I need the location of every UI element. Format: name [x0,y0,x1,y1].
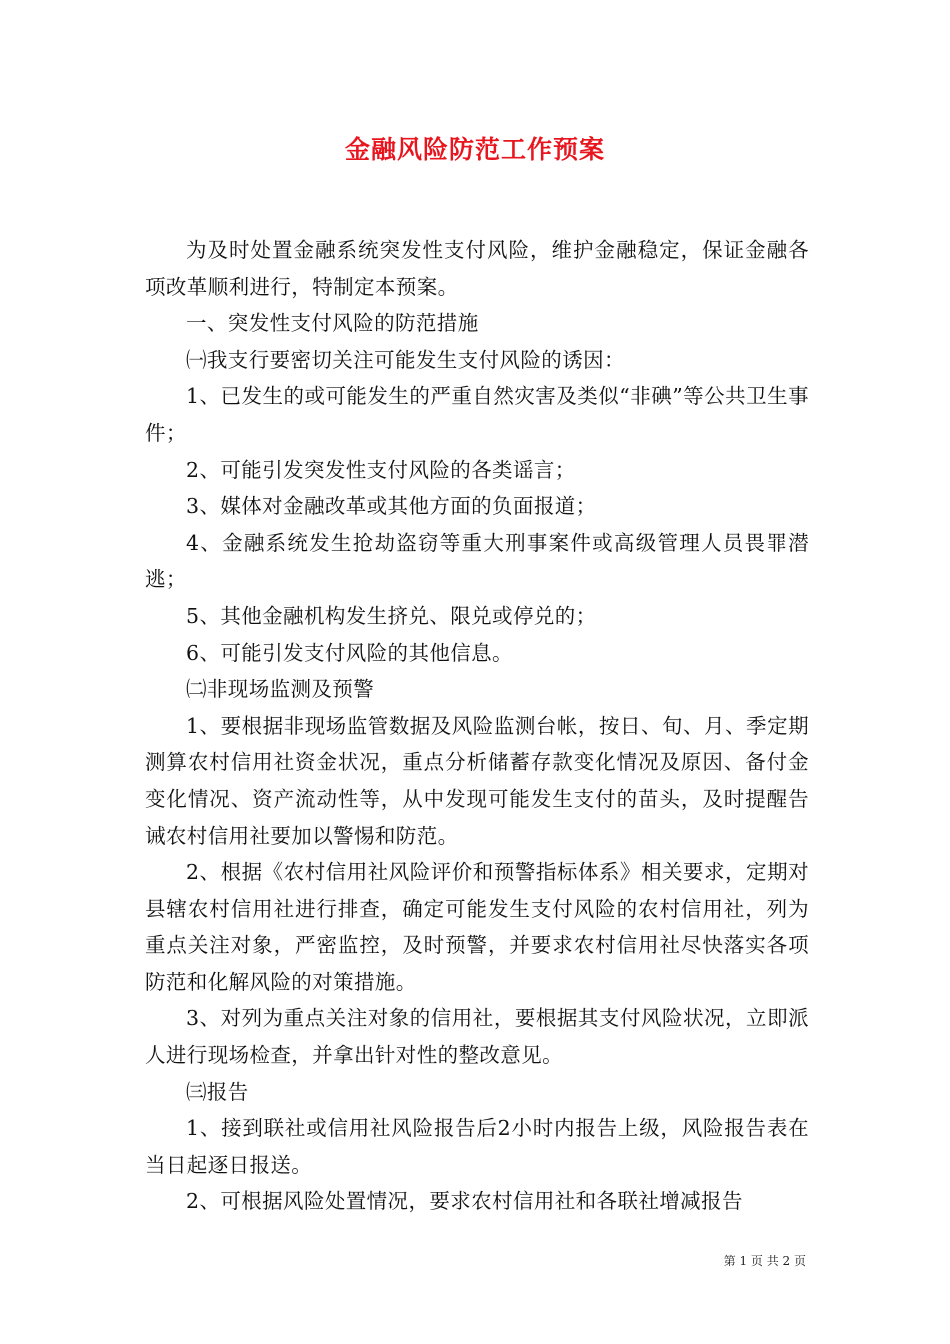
subsection-heading: ㈢报告 [186,1079,249,1104]
document-title: 金融风险防范工作预案 [344,135,605,164]
section-heading: 一、突发性支付风险的防范措施 [186,311,479,336]
list-item: 2、可根据风险处置情况，要求农村信用社和各联社增减报告 [186,1189,743,1214]
list-item: 6、可能引发支付风险的其他信息。 [186,640,513,665]
list-item: 1、接到联社或信用社风险报告后2小时内报告上级，风险报告表在当日起逐日报送。 [145,1116,809,1177]
page-number: 第 1 页 共 2 页 [723,1254,806,1268]
list-item: 2、可能引发突发性支付风险的各类谣言； [186,457,576,482]
subsection-heading: ㈡非现场监测及预警 [186,677,375,702]
list-item: 4、金融系统发生抢劫盗窃等重大刑事案件或高级管理人员畏罪潜逃； [145,530,809,592]
list-item: 2、根据《农村信用社风险评价和预警指标体系》相关要求，定期对县辖农村信用社进行排查，确定可能发生支付风险的农村信用社，列为重点关注对象，严密监控，及时预警，并要求农村信用社尽快落实各项防范和化解风险的对策措施。 [145,860,809,994]
document-body [145,232,809,1220]
list-item: 3、对列为重点关注对象的信用社，要根据其支付风险状况，立即派人进行现场检查，并拿出针对性的整改意见。 [145,1006,809,1068]
list-item: 5、其他金融机构发生挤兑、限兑或停兑的； [186,603,597,628]
list-item: 1、要根据非现场监管数据及风险监测台帐，按日、旬、月、季定期测算农村信用社资金状况，重点分析储蓄存款变化情况及原因、备付金变化情况、资产流动性等，从中发现可能发生支付的苗头，及时提醒告诫农村信用社要加以警惕和防范。 [145,713,809,848]
list-item: 3、媒体对金融改革或其他方面的负面报道； [186,494,597,519]
list-item: 1、已发生的或可能发生的严重自然灾害及类似“非碘”等公共卫生事件； [145,384,809,445]
subsection-heading: ㈠我支行要密切关注可能发生支付风险的诱因： [186,347,625,372]
paragraph: 为及时处置金融系统突发性支付风险，维护金融稳定，保证金融各项改革顺利进行，特制定本预案。 [145,238,809,299]
